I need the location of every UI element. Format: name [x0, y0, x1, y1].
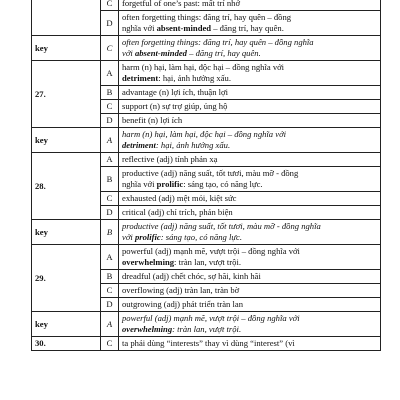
option-letter: C: [101, 0, 119, 11]
text-segment: often forgetting things: đãng trí, hay quên – đồng nghĩa: [122, 37, 314, 47]
text-segment: outgrowing (adj) phát triển tràn lan: [122, 299, 243, 309]
option-text: [119, 100, 381, 114]
text-line: [122, 285, 377, 296]
option-row: [32, 153, 381, 167]
text-line: [122, 48, 377, 59]
key-row: [32, 128, 381, 153]
option-row: [32, 337, 381, 351]
option-letter: B: [101, 167, 119, 192]
text-line: [122, 221, 377, 232]
text-segment: often forgetting things: đãng trí, hay quên – đồng: [122, 12, 292, 22]
answer-key-body: [32, 0, 381, 351]
bold-term: detriment: [122, 73, 159, 83]
option-letter: D: [101, 206, 119, 220]
text-line: [122, 73, 377, 84]
text-segment: : tràn lan, vượt trội.: [172, 324, 242, 334]
text-segment: – đãng trí, hay quên.: [186, 48, 261, 58]
option-text: [119, 220, 381, 245]
text-segment: productive (adj) năng suất, tốt tươi, màu mỡ - đồng: [122, 168, 299, 178]
text-line: [122, 207, 377, 218]
text-line: [122, 0, 377, 9]
text-segment: harm (n) hại, làm hại, độc hại – đồng nghĩa với: [122, 62, 285, 72]
question-number: [32, 0, 101, 36]
text-segment: : hại, ảnh hưởng xấu.: [158, 73, 231, 83]
option-text: [119, 206, 381, 220]
text-line: [122, 313, 377, 324]
option-text: [119, 128, 381, 153]
text-segment: – đãng trí, hay quên.: [211, 23, 284, 33]
option-letter: C: [101, 284, 119, 298]
text-line: [122, 271, 377, 282]
bold-term: prolific: [134, 232, 161, 242]
question-number: 28.: [32, 153, 101, 220]
option-text: [119, 192, 381, 206]
question-number: 27.: [32, 61, 101, 128]
option-letter: C: [101, 100, 119, 114]
text-segment: với: [122, 232, 135, 242]
text-segment: nghĩa với: [122, 23, 157, 33]
text-line: [122, 179, 377, 190]
text-line: [122, 37, 377, 48]
option-letter: C: [101, 36, 119, 61]
text-line: [122, 299, 377, 310]
key-label: key: [32, 128, 101, 153]
text-segment: dreadful (adj) chết chóc, sợ hãi, kinh hãi: [122, 271, 261, 281]
option-text: [119, 0, 381, 11]
option-text: [119, 337, 381, 351]
option-text: [119, 61, 381, 86]
key-label: key: [32, 220, 101, 245]
text-segment: forgetful of one’s past: mất trí nhớ: [122, 0, 240, 8]
text-line: [122, 115, 377, 126]
question-number: 29.: [32, 245, 101, 312]
text-segment: productive (adj) năng suất, tốt tươi, màu mỡ - đồng nghĩa: [122, 221, 321, 231]
bold-term: absent-minded: [134, 48, 187, 58]
text-segment: powerful (adj) mạnh mẽ, vượt trội – đồng nghĩa với: [122, 246, 300, 256]
option-text: [119, 153, 381, 167]
text-segment: overflowing (adj) tràn lan, tràn bờ: [122, 285, 240, 295]
text-segment: : hại, ảnh hưởng xấu.: [155, 140, 231, 150]
text-segment: reflective (adj) tính phản xạ: [122, 154, 218, 164]
option-text: [119, 245, 381, 270]
key-label: key: [32, 312, 101, 337]
option-text: [119, 312, 381, 337]
option-text: [119, 298, 381, 312]
key-row: [32, 220, 381, 245]
text-line: [122, 193, 377, 204]
option-letter: B: [101, 220, 119, 245]
option-text: [119, 36, 381, 61]
option-letter: B: [101, 86, 119, 100]
option-letter: A: [101, 245, 119, 270]
text-line: [122, 154, 377, 165]
option-row: [32, 0, 381, 11]
option-text: [119, 11, 381, 36]
bold-term: detriment: [122, 140, 156, 150]
text-line: [122, 246, 377, 257]
answer-key-table: [31, 0, 381, 351]
option-letter: B: [101, 270, 119, 284]
text-segment: exhausted (adj) mệt mỏi, kiệt sức: [122, 193, 237, 203]
option-text: [119, 270, 381, 284]
text-line: [122, 257, 377, 268]
key-row: [32, 312, 381, 337]
bold-term: overwhelming: [122, 257, 175, 267]
text-segment: với: [122, 48, 135, 58]
text-segment: harm (n) hại, làm hại, độc hại – đồng nghĩa với: [122, 129, 287, 139]
option-letter: D: [101, 298, 119, 312]
text-line: [122, 12, 377, 23]
option-letter: A: [101, 153, 119, 167]
bold-term: absent-minded: [156, 23, 212, 33]
text-line: [122, 168, 377, 179]
key-row: [32, 36, 381, 61]
option-letter: D: [101, 114, 119, 128]
text-line: [122, 23, 377, 34]
text-segment: benefit (n) lợi ích: [122, 115, 183, 125]
text-line: [122, 338, 377, 349]
text-segment: powerful (adj) mạnh mẽ, vượt trội – đồng nghĩa với: [122, 313, 300, 323]
option-text: [119, 167, 381, 192]
text-segment: support (n) sự trợ giúp, ủng hộ: [122, 101, 228, 111]
option-text: [119, 284, 381, 298]
text-line: [122, 140, 377, 151]
option-letter: D: [101, 11, 119, 36]
option-text: [119, 114, 381, 128]
bold-term: prolific: [156, 179, 184, 189]
key-label: key: [32, 36, 101, 61]
question-number: 30.: [32, 337, 101, 351]
text-segment: : tràn lan, vượt trội.: [174, 257, 242, 267]
text-line: [122, 324, 377, 335]
text-segment: ta phải dùng “interests” thay vì dùng “interest” (vì: [122, 338, 295, 348]
text-segment: nghĩa với: [122, 179, 157, 189]
option-row: [32, 61, 381, 86]
option-letter: A: [101, 312, 119, 337]
text-segment: critical (adj) chỉ trích, phản biện: [122, 207, 233, 217]
option-text: [119, 86, 381, 100]
option-letter: A: [101, 61, 119, 86]
text-segment: advantage (n) lợi ích, thuận lợi: [122, 87, 228, 97]
text-segment: : sáng tạo, có năng lực.: [160, 232, 243, 242]
text-segment: : sáng tạo, có năng lực.: [183, 179, 263, 189]
option-letter: A: [101, 128, 119, 153]
text-line: [122, 232, 377, 243]
text-line: [122, 101, 377, 112]
bold-term: overwhelming: [122, 324, 173, 334]
option-letter: C: [101, 337, 119, 351]
text-line: [122, 129, 377, 140]
text-line: [122, 62, 377, 73]
option-row: [32, 245, 381, 270]
text-line: [122, 87, 377, 98]
option-letter: C: [101, 192, 119, 206]
